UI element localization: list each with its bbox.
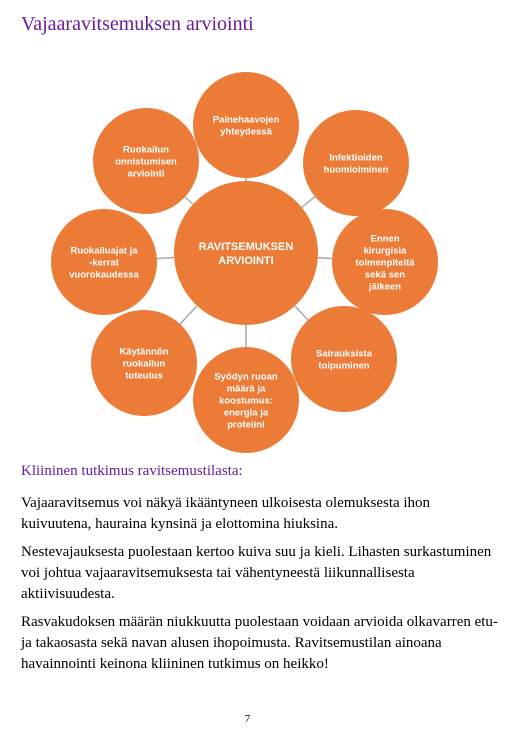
paragraph-2: Nestevajauksesta puolestaan kertoo kuiva suu ja kieli. Lihasten surkastuminen voi johtua vajaaravitsemuksesta tai vähentyneestä liikunnallisesta aktiivisuudesta. xyxy=(21,544,492,602)
node-label: Ennen kirurgisia toimenpiteitä sekä sen jälkeen xyxy=(355,233,415,293)
node-label: Infektioiden huomioiminen xyxy=(323,152,389,176)
node-label: Ruokailun onnistumisen arviointi xyxy=(115,144,177,180)
connector-right xyxy=(318,258,332,259)
paragraph-1: Vajaaravitsemus voi näkyä ikääntyneen ulkoisesta olemuksesta ihon kuivuutena, hauraina kynsinä ja elottomina hiuksina. xyxy=(21,495,431,532)
node-bottom-right xyxy=(291,306,397,412)
node-left xyxy=(51,209,157,315)
node-label: Sairauksista toipuminen xyxy=(316,348,372,372)
node-right xyxy=(332,209,438,315)
node-top-left xyxy=(93,108,199,214)
connector-bottom-right xyxy=(295,306,308,320)
connector-top-right xyxy=(302,197,315,208)
node-label: Painehaavojen yhteydessä xyxy=(212,114,280,138)
connector-bottom-left xyxy=(180,306,197,324)
paragraph-3: Rasvakudoksen määrän niukkuutta puolestaan voidaan arvioida olkavarren etu- ja takaosasta sekä navan alusen ihopoimusta. Ravitsemustilan ainoana havainnointi keinona kliininen tutkimus on heikko! xyxy=(21,614,498,672)
page-number: 7 xyxy=(244,713,251,725)
node-bottom-left xyxy=(91,310,197,416)
center-label: RAVITSEMUKSEN ARVIOINTI xyxy=(198,240,294,267)
center-circle xyxy=(174,181,318,325)
node-top-right xyxy=(303,110,409,216)
section-heading: Kliininen tutkimus ravitsemustilasta: xyxy=(21,463,243,479)
node-label: Käytännön ruokailun toteutus xyxy=(119,346,169,382)
connector-left xyxy=(157,258,174,259)
connector-top-left xyxy=(185,197,193,204)
node-label: Ruokailuajat ja -kerrat vuorokaudessa xyxy=(69,245,139,281)
node-top xyxy=(193,72,299,178)
node-bottom xyxy=(193,347,299,453)
center-node xyxy=(174,181,318,325)
node-label: Syödyn ruoan määrä ja koostumus: energia ja proteiini xyxy=(214,371,278,431)
page-title: Vajaaravitsemuksen arviointi xyxy=(21,13,254,35)
